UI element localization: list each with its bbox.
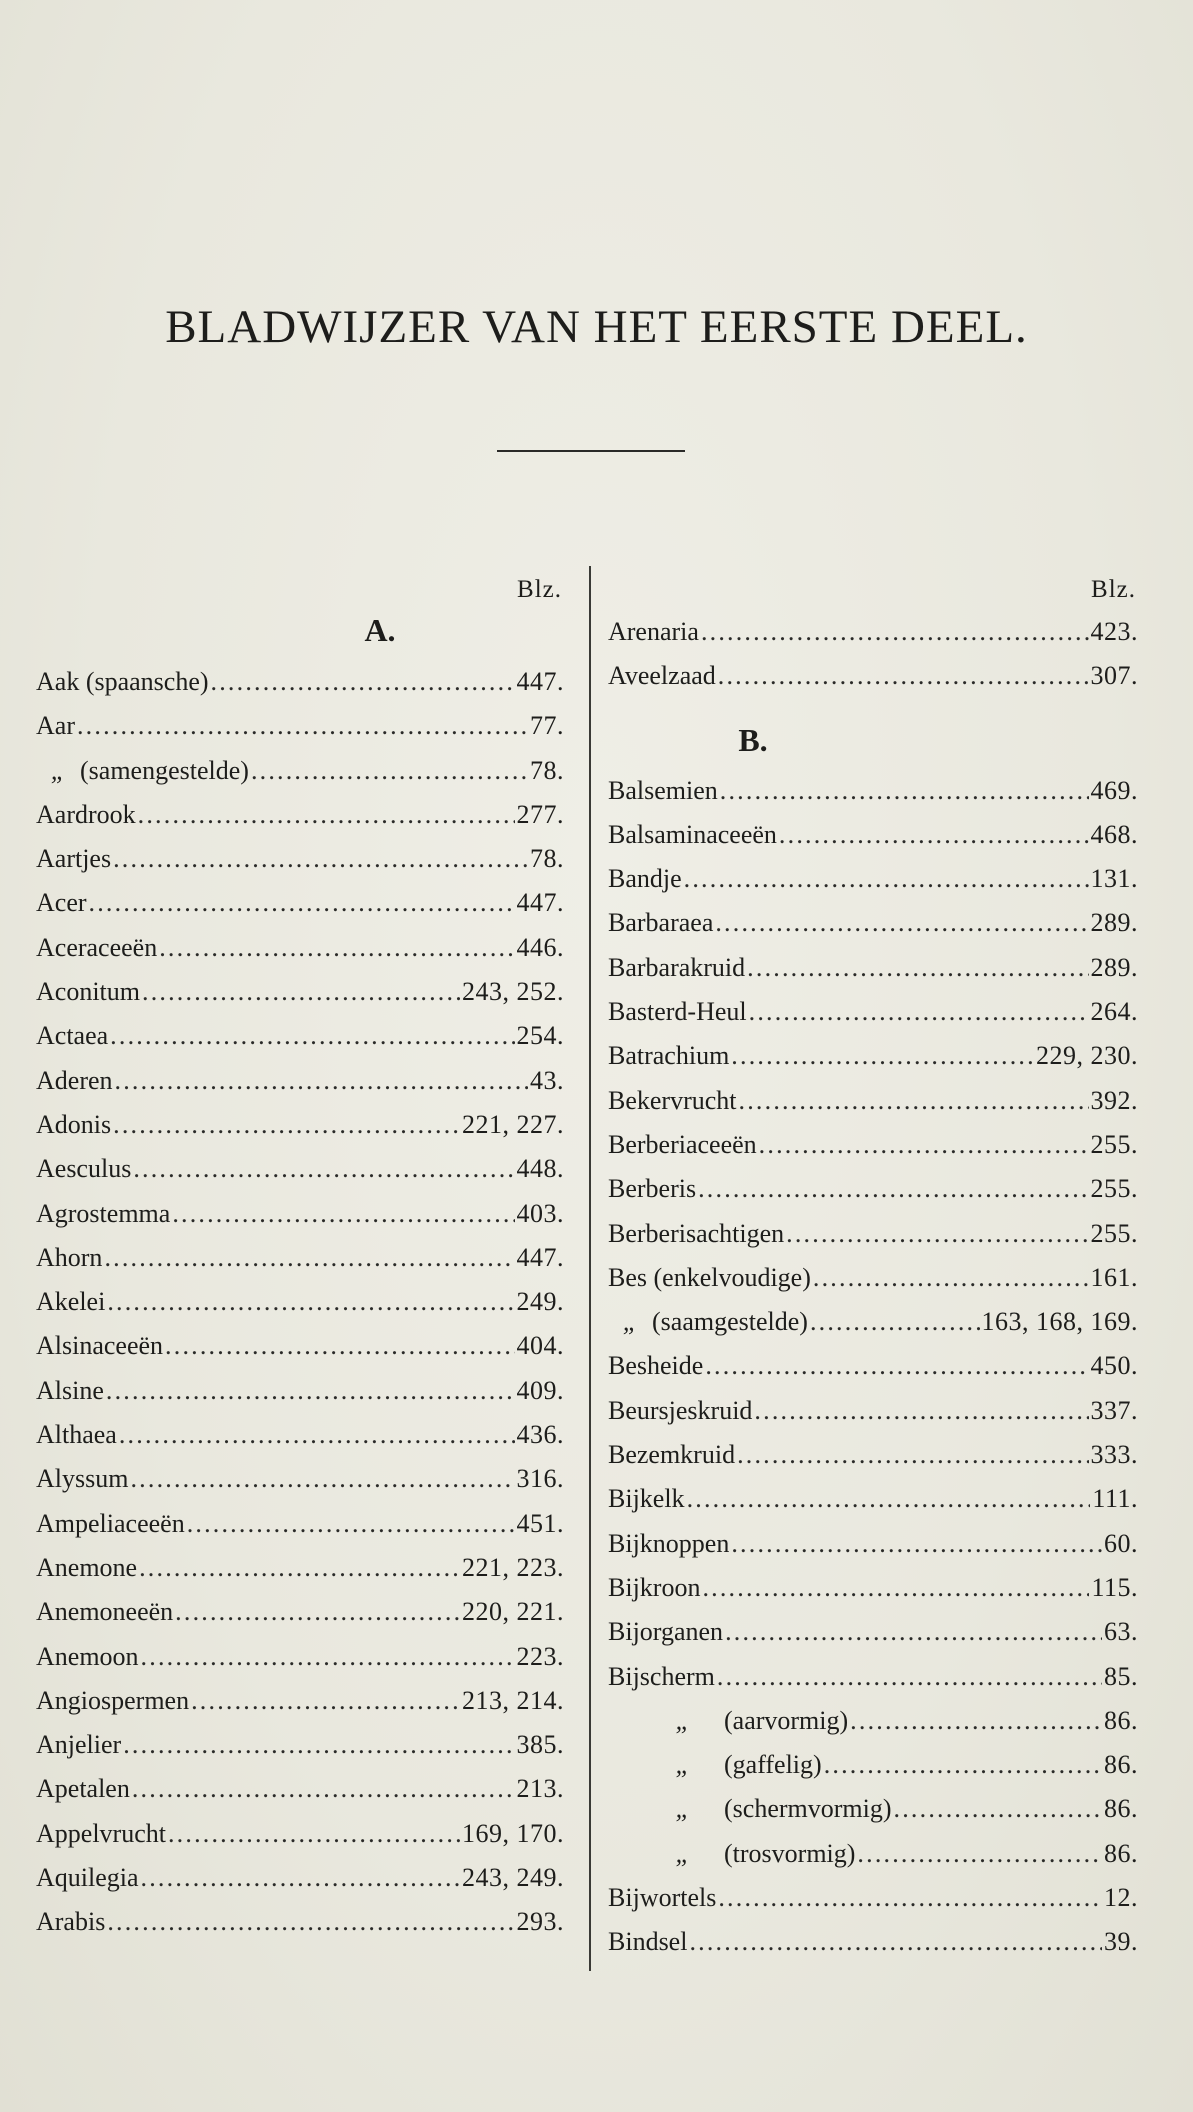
dot-leader xyxy=(779,813,1089,857)
index-entry xyxy=(36,1059,564,1103)
entry-term: Barbaraea xyxy=(608,908,714,938)
index-entry xyxy=(36,749,564,793)
index-entry xyxy=(36,970,564,1014)
dot-leader xyxy=(725,1610,1102,1654)
ditto-mark: „ xyxy=(675,1705,690,1735)
entry-page-number: 254. xyxy=(516,1021,564,1051)
entry-page-number: 39. xyxy=(1104,1927,1138,1957)
dot-leader xyxy=(857,1832,1102,1876)
dot-leader xyxy=(715,901,1088,945)
entry-term: Akelei xyxy=(36,1287,106,1317)
dot-leader xyxy=(824,1743,1102,1787)
entry-term: Actaea xyxy=(36,1021,109,1051)
entry-page-number: 163, 168, 169. xyxy=(981,1307,1138,1337)
entry-page-number: 468. xyxy=(1090,819,1138,849)
entry-page-number: 392. xyxy=(1090,1085,1138,1115)
index-entry xyxy=(608,1079,1138,1123)
dot-leader xyxy=(175,1590,460,1634)
index-entry xyxy=(608,1477,1138,1521)
entry-page-number: 337. xyxy=(1090,1395,1138,1425)
entry-page-number: 213, 214. xyxy=(462,1685,564,1715)
index-entry xyxy=(608,1344,1138,1388)
index-entry xyxy=(608,1566,1138,1610)
dot-leader xyxy=(159,926,514,970)
entry-page-number: 316. xyxy=(516,1464,564,1494)
entry-page-number: 229, 230. xyxy=(1036,1041,1138,1071)
entry-term: Aconitum xyxy=(36,977,140,1007)
entry-page-number: 169, 170. xyxy=(462,1818,564,1848)
index-entry xyxy=(608,1522,1138,1566)
dot-leader xyxy=(77,704,528,748)
dot-leader xyxy=(107,1280,514,1324)
entry-term: Anemoon xyxy=(36,1641,139,1671)
title-rule xyxy=(497,450,685,452)
dot-leader xyxy=(786,1212,1088,1256)
index-entry xyxy=(36,1457,564,1501)
dot-leader xyxy=(104,1236,514,1280)
entry-term: Alsine xyxy=(36,1375,104,1405)
entry-page-number: 423. xyxy=(1090,617,1138,646)
index-entry xyxy=(608,1212,1138,1256)
dot-leader xyxy=(142,970,460,1014)
entry-page-number: 448. xyxy=(516,1154,564,1184)
index-entry xyxy=(608,1699,1138,1743)
entry-page-number: 451. xyxy=(516,1508,564,1538)
entry-page-number: 255. xyxy=(1090,1174,1138,1204)
entry-page-number: 255. xyxy=(1090,1129,1138,1159)
entry-term: Agrostemma xyxy=(36,1198,171,1228)
dot-leader xyxy=(717,1655,1102,1699)
index-entry xyxy=(36,881,564,925)
dot-leader xyxy=(689,1920,1102,1964)
index-entry xyxy=(36,1856,564,1900)
entry-page-number: 115. xyxy=(1091,1572,1138,1602)
entry-term: Batrachium xyxy=(608,1041,730,1071)
entry-term: Bijknoppen xyxy=(608,1528,730,1558)
dot-leader xyxy=(701,610,1089,654)
entry-term: Adonis xyxy=(36,1109,112,1139)
index-entry xyxy=(608,1256,1138,1300)
entry-term: Bijorganen xyxy=(608,1617,724,1647)
entry-term: Arabis xyxy=(36,1907,106,1937)
entry-page-number: 255. xyxy=(1090,1218,1138,1248)
entry-term: Balsemien xyxy=(608,775,718,805)
entry-page-number: 249. xyxy=(516,1287,564,1317)
entry-term: Bekervrucht xyxy=(608,1085,737,1115)
index-entry xyxy=(36,1103,564,1147)
index-entry xyxy=(36,926,564,970)
right-entry-list-a xyxy=(608,610,1138,699)
index-entry xyxy=(36,1723,564,1767)
index-entry xyxy=(36,1413,564,1457)
entry-page-number: 12. xyxy=(1104,1883,1138,1913)
entry-term: Aveelzaad xyxy=(608,661,716,691)
entry-term: Angiospermen xyxy=(36,1685,190,1715)
entry-term: Besheide xyxy=(608,1351,704,1381)
entry-term: Beursjeskruid xyxy=(608,1395,753,1425)
right-entry-list-b xyxy=(608,769,1138,1965)
dot-leader xyxy=(113,1103,460,1147)
entry-page-number: 86. xyxy=(1104,1794,1138,1824)
dot-leader xyxy=(187,1502,515,1546)
dot-leader xyxy=(138,793,515,837)
left-column xyxy=(36,570,564,1945)
entry-term: Aartjes xyxy=(36,844,112,874)
entry-page-number: 446. xyxy=(516,932,564,962)
page-title: BLADWIJZER VAN HET EERSTE DEEL. xyxy=(165,301,1028,353)
blz-header-right: Blz. xyxy=(1091,576,1136,603)
entry-page-number: 447. xyxy=(516,667,564,696)
ditto-mark: „ xyxy=(50,755,66,785)
index-entry xyxy=(608,1300,1138,1344)
dot-leader xyxy=(133,1147,514,1191)
entry-term: Appelvrucht xyxy=(36,1818,166,1848)
entry-term: (aarvormig) xyxy=(724,1705,849,1735)
entry-term: Bindsel xyxy=(608,1927,688,1957)
entry-term: Bes (enkelvoudige) xyxy=(608,1262,811,1292)
index-entry xyxy=(608,946,1138,990)
index-entry xyxy=(608,1876,1138,1920)
dot-leader xyxy=(141,1635,515,1679)
dot-leader xyxy=(211,660,515,704)
dot-leader xyxy=(739,1079,1089,1123)
column-divider xyxy=(589,566,591,1971)
entry-page-number: 85. xyxy=(1104,1661,1138,1691)
entry-term: Anemone xyxy=(36,1552,138,1582)
entry-term: Aderen xyxy=(36,1065,113,1095)
dot-leader xyxy=(165,1324,514,1368)
dot-leader xyxy=(810,1300,980,1344)
entry-term: Alsinaceeën xyxy=(36,1331,164,1361)
entry-term: (samengestelde) xyxy=(80,755,249,785)
dot-leader xyxy=(702,1566,1089,1610)
entry-term: Bijkroon xyxy=(608,1572,701,1602)
dot-leader xyxy=(130,1457,514,1501)
entry-page-number: 221, 227. xyxy=(462,1109,564,1139)
entry-page-number: 385. xyxy=(516,1730,564,1760)
entry-page-number: 43. xyxy=(530,1065,564,1095)
dot-leader xyxy=(737,1433,1088,1477)
dot-leader xyxy=(749,990,1089,1034)
dot-leader xyxy=(106,1369,515,1413)
left-entry-list xyxy=(36,660,564,1945)
entry-page-number: 450. xyxy=(1090,1351,1138,1381)
entry-term: Aar xyxy=(36,711,75,741)
dot-leader xyxy=(172,1192,514,1236)
dot-leader xyxy=(813,1256,1089,1300)
dot-leader xyxy=(123,1723,514,1767)
entry-term: Anemoneeën xyxy=(36,1597,174,1627)
index-entry xyxy=(36,1236,564,1280)
entry-term: Anjelier xyxy=(36,1730,122,1760)
entry-page-number: 243, 252. xyxy=(462,977,564,1007)
index-entry xyxy=(608,1655,1138,1699)
entry-term: Aceraceeën xyxy=(36,932,158,962)
entry-page-number: 63. xyxy=(1104,1617,1138,1647)
dot-leader xyxy=(251,749,528,793)
section-heading-a: A. xyxy=(364,612,396,648)
index-entry xyxy=(608,1832,1138,1876)
entry-term: Acer xyxy=(36,888,87,918)
dot-leader xyxy=(113,837,528,881)
entry-term: Althaea xyxy=(36,1420,117,1450)
index-entry xyxy=(36,1900,564,1944)
dot-leader xyxy=(759,1123,1089,1167)
entry-term: (schermvormig) xyxy=(724,1794,892,1824)
dot-leader xyxy=(119,1413,515,1457)
entry-term: Berberis xyxy=(608,1174,697,1204)
dot-leader xyxy=(141,1856,460,1900)
entry-page-number: 111. xyxy=(1092,1484,1138,1514)
entry-page-number: 289. xyxy=(1090,908,1138,938)
entry-term: (gaffelig) xyxy=(724,1750,822,1780)
entry-term: Ahorn xyxy=(36,1242,103,1272)
entry-term: Ampeliaceeën xyxy=(36,1508,185,1538)
dot-leader xyxy=(168,1812,460,1856)
index-entry xyxy=(36,1192,564,1236)
entry-page-number: 447. xyxy=(516,1242,564,1272)
dot-leader xyxy=(684,857,1089,901)
ditto-mark: „ xyxy=(675,1794,690,1824)
index-entry xyxy=(36,1546,564,1590)
entry-page-number: 293. xyxy=(516,1907,564,1937)
entry-page-number: 447. xyxy=(516,888,564,918)
entry-term: (saamgestelde) xyxy=(652,1307,808,1337)
entry-term: Bijscherm xyxy=(608,1661,715,1691)
index-entry xyxy=(608,654,1138,698)
entry-page-number: 333. xyxy=(1090,1440,1138,1470)
entry-term: Bandje xyxy=(608,864,682,894)
entry-term: Aardrook xyxy=(36,799,136,829)
dot-leader xyxy=(705,1344,1088,1388)
entry-term: Balsaminaceeën xyxy=(608,819,777,849)
index-entry xyxy=(608,769,1138,813)
blz-header-left: Blz. xyxy=(517,576,562,603)
index-entry xyxy=(608,1610,1138,1654)
entry-page-number: 403. xyxy=(516,1198,564,1228)
dot-leader xyxy=(89,881,515,925)
entry-page-number: 131. xyxy=(1090,864,1138,894)
dot-leader xyxy=(718,1876,1102,1920)
dot-leader xyxy=(754,1389,1088,1433)
index-entry xyxy=(608,1433,1138,1477)
entry-term: Aesculus xyxy=(36,1154,132,1184)
index-entry xyxy=(36,1280,564,1324)
index-entry xyxy=(36,1812,564,1856)
entry-term: Berberisachtigen xyxy=(608,1218,785,1248)
ditto-mark: „ xyxy=(675,1838,690,1868)
index-entry xyxy=(608,1123,1138,1167)
index-entry xyxy=(36,704,564,748)
entry-term: Bijkelk xyxy=(608,1484,685,1514)
dot-leader xyxy=(115,1059,528,1103)
entry-page-number: 220, 221. xyxy=(462,1597,564,1627)
index-entry xyxy=(36,1635,564,1679)
index-entry xyxy=(608,813,1138,857)
dot-leader xyxy=(747,946,1088,990)
entry-page-number: 243, 249. xyxy=(462,1863,564,1893)
entry-page-number: 86. xyxy=(1104,1838,1138,1868)
entry-page-number: 436. xyxy=(516,1420,564,1450)
dot-leader xyxy=(687,1477,1091,1521)
index-entry xyxy=(36,660,564,704)
entry-page-number: 409. xyxy=(516,1375,564,1405)
index-entry xyxy=(608,990,1138,1034)
dot-leader xyxy=(894,1787,1102,1831)
entry-page-number: 223. xyxy=(516,1641,564,1671)
entry-term: Arenaria xyxy=(608,617,699,646)
index-entry xyxy=(36,1369,564,1413)
index-entry xyxy=(36,1767,564,1811)
index-entry xyxy=(608,1920,1138,1964)
entry-term: (trosvormig) xyxy=(724,1838,856,1868)
entry-term: Bezemkruid xyxy=(608,1440,736,1470)
entry-page-number: 78. xyxy=(530,844,564,874)
dot-leader xyxy=(850,1699,1102,1743)
index-entry xyxy=(36,793,564,837)
index-entry xyxy=(36,1324,564,1368)
index-entry xyxy=(36,837,564,881)
dot-leader xyxy=(107,1900,514,1944)
entry-term: Bijwortels xyxy=(608,1883,717,1913)
index-entry xyxy=(36,1147,564,1191)
index-entry xyxy=(608,1389,1138,1433)
index-entry xyxy=(608,1743,1138,1787)
dot-leader xyxy=(731,1034,1034,1078)
entry-term: Apetalen xyxy=(36,1774,130,1804)
right-column xyxy=(608,570,1138,1965)
index-entry xyxy=(608,857,1138,901)
index-entry xyxy=(608,1787,1138,1831)
index-entry xyxy=(36,1679,564,1723)
entry-page-number: 86. xyxy=(1104,1705,1138,1735)
entry-page-number: 307. xyxy=(1090,661,1138,691)
entry-term: Barbarakruid xyxy=(608,952,746,982)
index-entry xyxy=(36,1502,564,1546)
entry-page-number: 469. xyxy=(1090,775,1138,805)
entry-term: Aak (spaansche) xyxy=(36,667,209,696)
dot-leader xyxy=(731,1522,1102,1566)
entry-page-number: 213. xyxy=(516,1774,564,1804)
dot-leader xyxy=(110,1014,514,1058)
section-heading-b: B. xyxy=(738,721,768,758)
index-entry xyxy=(36,1014,564,1058)
dot-leader xyxy=(139,1546,460,1590)
dot-leader xyxy=(720,769,1089,813)
entry-page-number: 404. xyxy=(516,1331,564,1361)
ditto-mark: „ xyxy=(675,1750,690,1780)
index-entry xyxy=(608,610,1138,654)
ditto-mark: „ xyxy=(622,1307,638,1337)
entry-page-number: 78. xyxy=(530,755,564,785)
entry-page-number: 289. xyxy=(1090,952,1138,982)
entry-page-number: 264. xyxy=(1090,997,1138,1027)
entry-term: Aquilegia xyxy=(36,1863,139,1893)
index-entry xyxy=(608,1167,1138,1211)
dot-leader xyxy=(698,1167,1088,1211)
entry-page-number: 77. xyxy=(530,711,564,741)
entry-page-number: 60. xyxy=(1104,1528,1138,1558)
dot-leader xyxy=(718,654,1089,698)
entry-page-number: 161. xyxy=(1090,1262,1138,1292)
entry-term: Alyssum xyxy=(36,1464,129,1494)
dot-leader xyxy=(191,1679,460,1723)
index-entry xyxy=(608,1034,1138,1078)
entry-page-number: 221, 223. xyxy=(462,1552,564,1582)
entry-page-number: 277. xyxy=(516,799,564,829)
entry-page-number: 86. xyxy=(1104,1750,1138,1780)
entry-term: Berberiaceeën xyxy=(608,1129,757,1159)
index-entry xyxy=(608,901,1138,945)
index-entry xyxy=(36,1590,564,1634)
dot-leader xyxy=(132,1767,515,1811)
entry-term: Basterd-Heul xyxy=(608,997,747,1027)
